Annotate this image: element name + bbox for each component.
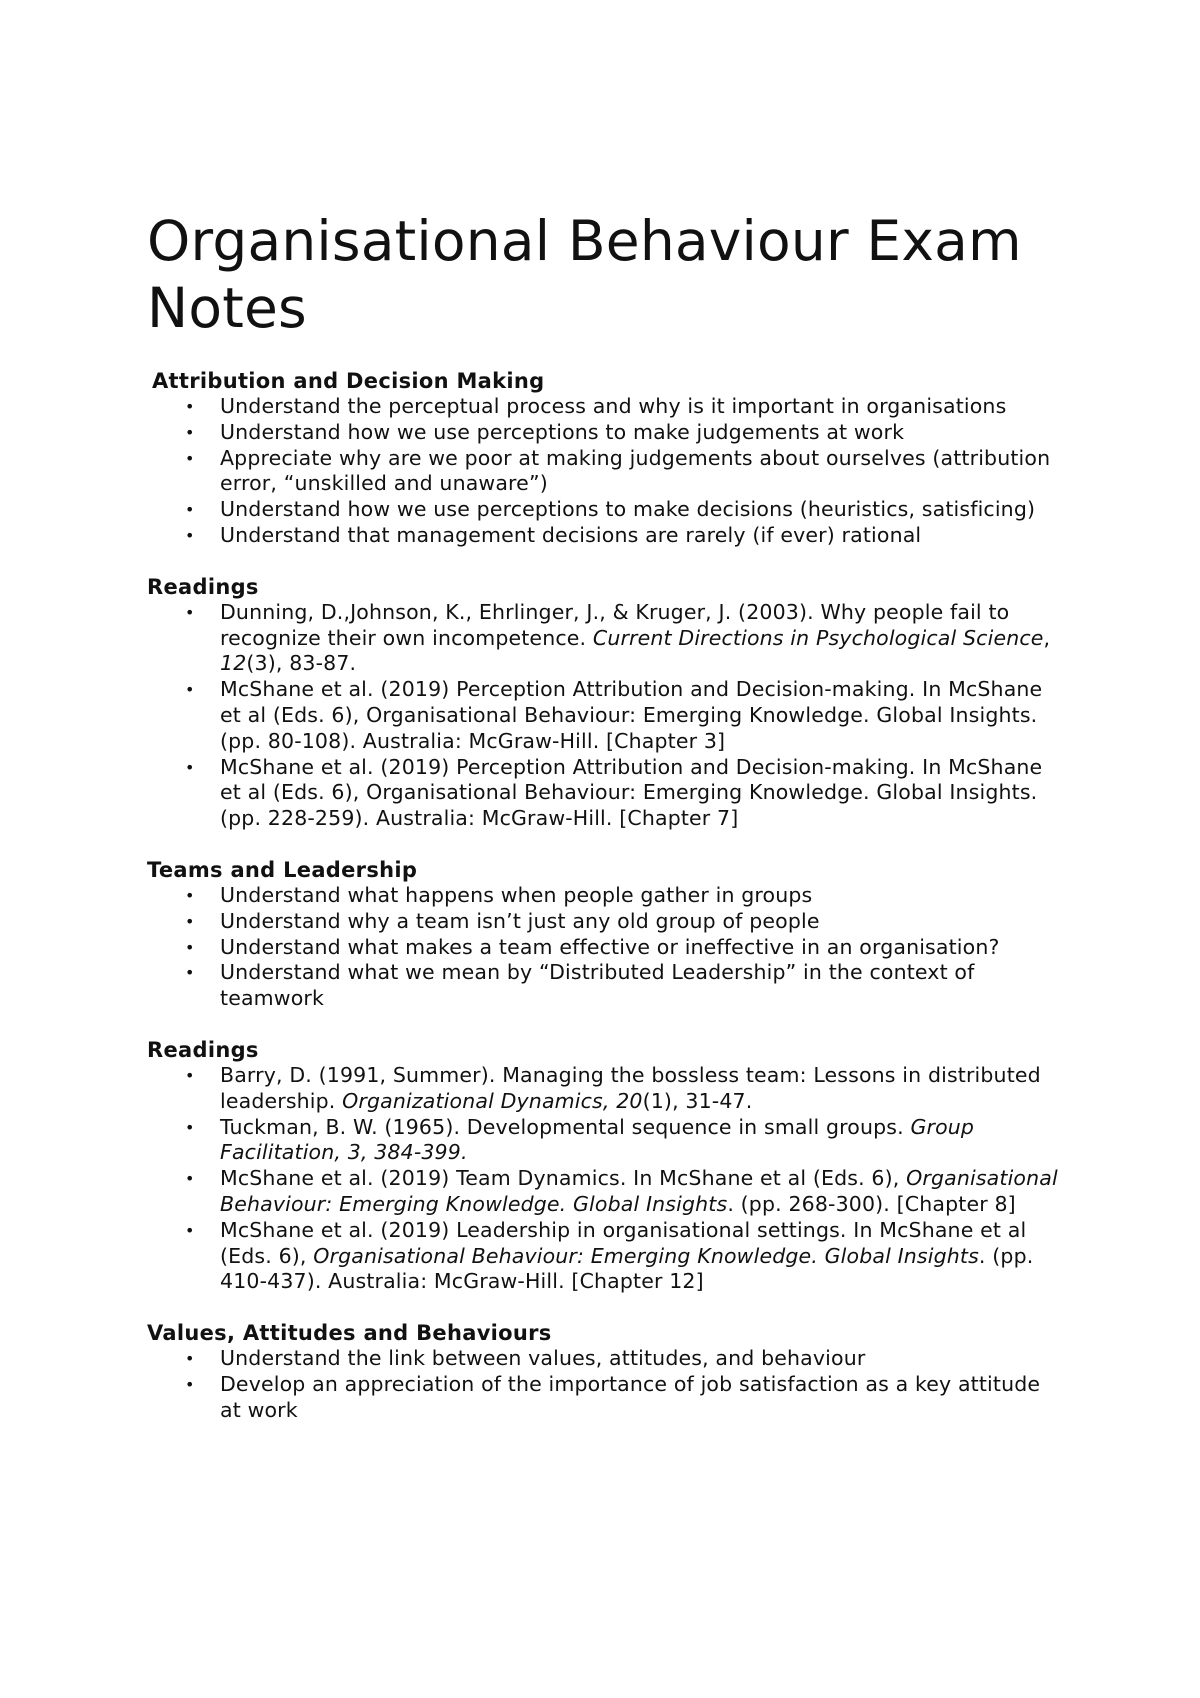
spacer (147, 549, 1067, 574)
list-item: • Understand how we use perceptions to make judgements at work (185, 419, 905, 444)
document-title: Organisational Behaviour Exam Notes (147, 209, 1022, 340)
bullet-icon: • (185, 885, 195, 905)
reading-item: • McShane et al. (2019) Perception Attribution and Decision-making. In McShane et al (Eds. 6), Organisational Behaviour: Emerging Knowledge. Global Insights. (pp. 228-259). Australia: McGraw-Hill. [Chapter 7] (185, 754, 1043, 831)
reading-item: • McShane et al. (2019) Perception Attribution and Decision-making. In McShane et al (Eds. 6), Organisational Behaviour: Emerging Knowledge. Global Insights. (pp. 80-108). Australia: McGraw-Hill. [Chapter 3] (185, 677, 1043, 753)
values-list (147, 1346, 1067, 1423)
section-heading-readings-2: Readings (147, 1037, 259, 1062)
bullet-icon: • (185, 1117, 195, 1137)
reading-item: • McShane et al. (2019) Leadership in organisational settings. In McShane et al (Eds. 6), Organisational Behaviour: Emerging Knowledge. Global Insights. (pp. 410-437). Australia: McGraw-Hill. [Chapter 12] (185, 1217, 1034, 1294)
list-item: • Understand why a team isn’t just any old group of people (185, 908, 820, 933)
attribution-list (147, 394, 1067, 549)
bullet-icon: • (185, 680, 195, 700)
teams-list (147, 883, 1067, 1012)
reading-item: • Dunning, D.,Johnson, K., Ehrlinger, J., & Kruger, J. (2003). Why people fail to recognize their own incompetence. Current Directions in Psychological Science, 12(3), 83-87. (185, 599, 1051, 676)
bullet-icon: • (185, 422, 195, 442)
list-item: • Understand how we use perceptions to make decisions (heuristics, satisficing) (185, 497, 1036, 522)
bullet-icon: • (185, 1065, 195, 1085)
section-heading-readings-1: Readings (147, 574, 259, 599)
list-item: • Understand the link between values, attitudes, and behaviour (185, 1346, 866, 1371)
list-item: • Understand the perceptual process and why is it important in organisations (185, 394, 1007, 418)
reading-item: • Barry, D. (1991, Summer). Managing the bossless team: Lessons in distributed leadership. Organizational Dynamics, 20(1), 31-47. (185, 1062, 1041, 1113)
reading-item: • McShane et al. (2019) Team Dynamics. In McShane et al (Eds. 6), Organisational Behaviour: Emerging Knowledge. Global Insights. (pp. 268-300). [Chapter 8] (185, 1166, 1058, 1216)
spacer (147, 832, 1067, 857)
bullet-icon: • (185, 937, 195, 957)
bullet-icon: • (185, 911, 195, 931)
bullet-icon: • (185, 1349, 195, 1369)
document-page (147, 208, 1067, 1424)
spacer (147, 1295, 1067, 1320)
section-heading-values: Values, Attitudes and Behaviours (147, 1321, 552, 1346)
section-heading-teams: Teams and Leadership (147, 857, 418, 882)
spacer (147, 1012, 1067, 1037)
bullet-icon: • (185, 448, 195, 468)
list-item: • Develop an appreciation of the importance of job satisfaction as a key attitude at work (185, 1371, 1041, 1422)
bullet-icon: • (185, 1374, 195, 1394)
list-item: • Appreciate why are we poor at making judgements about ourselves (attribution error, “unskilled and unaware”) (185, 445, 1051, 496)
readings-2-list (147, 1063, 1067, 1295)
reading-item: • Tuckman, B. W. (1965). Developmental sequence in small groups. Group Facilitation, 3, 384-399. (185, 1114, 975, 1165)
bullet-icon: • (185, 1220, 195, 1240)
bullet-icon: • (185, 397, 195, 416)
bullet-icon: • (185, 757, 195, 777)
list-item: • Understand what we mean by “Distributed Leadership” in the context of teamwork (185, 960, 975, 1011)
list-item: • Understand what happens when people gather in groups (185, 882, 813, 907)
list-item: • Understand that management decisions are rarely (if ever) rational (185, 522, 922, 547)
bullet-icon: • (185, 1169, 195, 1189)
section-heading-attribution: Attribution and Decision Making (152, 369, 545, 393)
list-item: • Understand what makes a team effective or ineffective in an organisation? (185, 934, 1000, 959)
bullet-icon: • (185, 602, 195, 622)
bullet-icon: • (185, 525, 195, 545)
bullet-icon: • (185, 500, 195, 520)
bullet-icon: • (185, 963, 195, 983)
readings-1-list (147, 600, 1067, 832)
